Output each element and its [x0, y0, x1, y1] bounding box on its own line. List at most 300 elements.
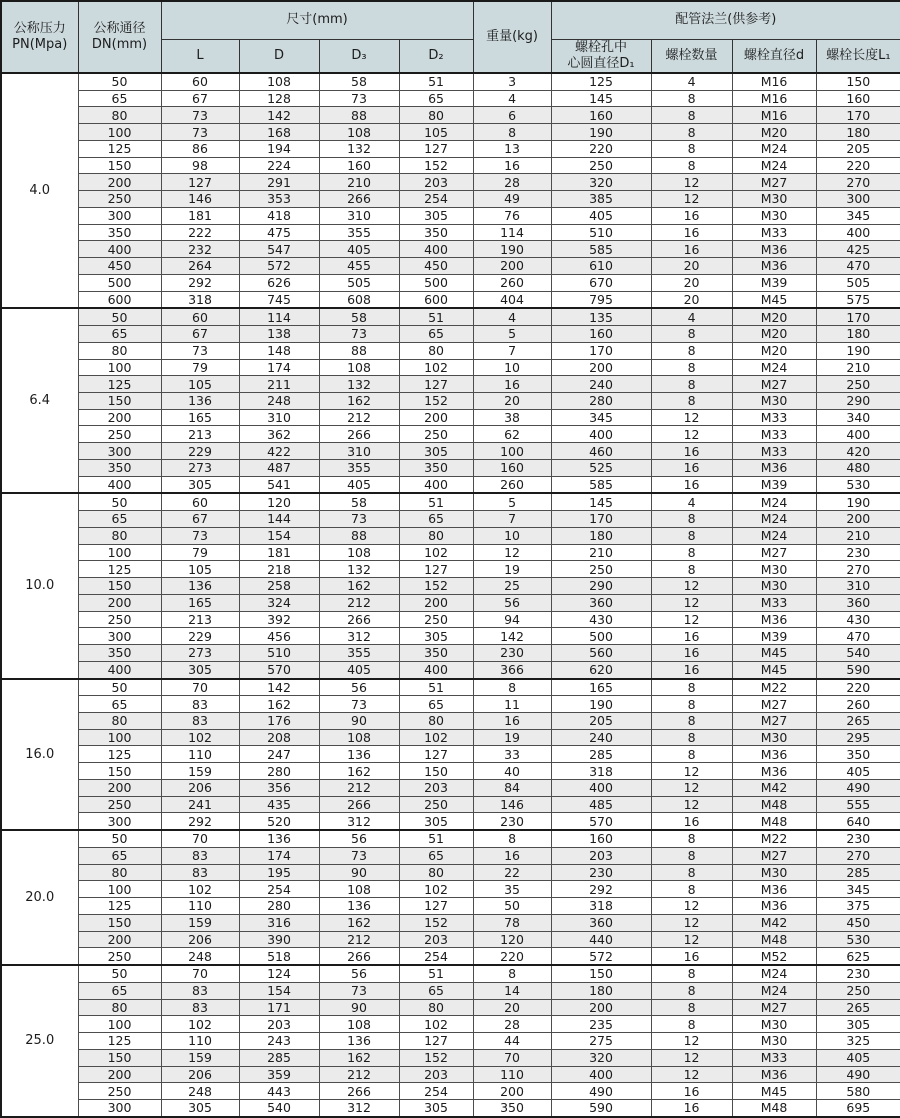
- data-cell: 180: [816, 124, 900, 141]
- data-cell: 136: [161, 393, 239, 410]
- data-cell: 65: [399, 696, 473, 713]
- data-cell: 404: [473, 291, 551, 308]
- data-cell: M20: [732, 124, 816, 141]
- data-cell: 400: [551, 426, 651, 443]
- data-cell: 160: [551, 830, 651, 847]
- data-cell: 78: [473, 914, 551, 931]
- data-cell: 4: [651, 493, 732, 510]
- data-cell: 80: [399, 527, 473, 544]
- data-cell: 530: [816, 931, 900, 948]
- data-cell: 206: [161, 779, 239, 796]
- data-cell: 200: [473, 258, 551, 275]
- data-cell: 49: [473, 191, 551, 208]
- data-cell: 152: [399, 1049, 473, 1066]
- data-cell: 13: [473, 140, 551, 157]
- data-cell: M24: [732, 157, 816, 174]
- data-cell: 203: [399, 1066, 473, 1083]
- data-cell: 248: [161, 1083, 239, 1100]
- data-cell: 250: [78, 611, 161, 628]
- data-cell: M16: [732, 107, 816, 124]
- data-cell: 16: [651, 645, 732, 662]
- data-cell: 455: [319, 258, 399, 275]
- header-col-bolt-circle: [551, 39, 651, 73]
- data-cell: 625: [816, 948, 900, 965]
- data-cell: 470: [816, 628, 900, 645]
- header-col-bolt-qty: 螺栓数量: [651, 39, 732, 73]
- header-col-bolt-circle-line1: 螺栓孔中: [575, 39, 628, 55]
- data-cell: 8: [473, 679, 551, 696]
- table-row: [1, 611, 900, 628]
- data-cell: 203: [551, 847, 651, 864]
- pressure-group-label: 25.0: [1, 965, 78, 1117]
- data-cell: 210: [816, 359, 900, 376]
- data-cell: 80: [78, 713, 161, 730]
- data-cell: 114: [239, 308, 319, 325]
- data-cell: 8: [651, 140, 732, 157]
- data-cell: 102: [161, 1016, 239, 1033]
- data-cell: 28: [473, 1016, 551, 1033]
- table-row: [1, 931, 900, 948]
- data-cell: M27: [732, 544, 816, 561]
- data-cell: 310: [319, 443, 399, 460]
- data-cell: 222: [161, 224, 239, 241]
- data-cell: 240: [551, 376, 651, 393]
- data-cell: 640: [816, 813, 900, 830]
- data-cell: 205: [816, 140, 900, 157]
- data-cell: 305: [161, 476, 239, 493]
- data-cell: 470: [816, 258, 900, 275]
- data-cell: 212: [319, 779, 399, 796]
- data-cell: 518: [239, 948, 319, 965]
- data-cell: 50: [78, 308, 161, 325]
- data-cell: 295: [816, 729, 900, 746]
- data-cell: 180: [816, 326, 900, 343]
- data-cell: 4: [473, 90, 551, 107]
- data-cell: 285: [551, 746, 651, 763]
- data-cell: 305: [399, 628, 473, 645]
- data-cell: 292: [161, 813, 239, 830]
- data-cell: 80: [399, 999, 473, 1016]
- data-cell: 200: [473, 1083, 551, 1100]
- data-cell: 420: [816, 443, 900, 460]
- data-cell: 260: [816, 696, 900, 713]
- data-cell: 212: [319, 1066, 399, 1083]
- data-cell: 128: [239, 90, 319, 107]
- data-cell: 100: [78, 1016, 161, 1033]
- data-cell: 229: [161, 443, 239, 460]
- table-row: [1, 746, 900, 763]
- data-cell: 12: [651, 611, 732, 628]
- table-row: [1, 594, 900, 611]
- data-cell: 58: [319, 308, 399, 325]
- data-cell: 312: [319, 1099, 399, 1117]
- data-cell: 190: [816, 342, 900, 359]
- data-cell: M27: [732, 847, 816, 864]
- table-row: [1, 459, 900, 476]
- table-row: [1, 376, 900, 393]
- data-cell: 136: [239, 830, 319, 847]
- data-cell: 50: [78, 73, 161, 90]
- data-cell: 65: [78, 696, 161, 713]
- data-cell: M30: [732, 393, 816, 410]
- data-cell: 19: [473, 561, 551, 578]
- data-cell: 273: [161, 645, 239, 662]
- data-cell: 275: [551, 1033, 651, 1050]
- data-cell: 500: [399, 274, 473, 291]
- data-cell: 250: [78, 191, 161, 208]
- data-cell: M36: [732, 1066, 816, 1083]
- data-cell: 450: [78, 258, 161, 275]
- data-cell: 203: [399, 931, 473, 948]
- table-row: [1, 779, 900, 796]
- data-cell: 212: [319, 931, 399, 948]
- data-cell: 305: [399, 813, 473, 830]
- data-cell: 585: [551, 476, 651, 493]
- data-cell: 200: [816, 511, 900, 528]
- data-cell: 170: [551, 511, 651, 528]
- data-cell: 620: [551, 661, 651, 678]
- data-cell: 180: [551, 527, 651, 544]
- data-cell: 350: [78, 224, 161, 241]
- data-cell: 345: [551, 409, 651, 426]
- data-cell: 51: [399, 965, 473, 982]
- data-cell: 540: [239, 1099, 319, 1117]
- data-cell: 270: [816, 174, 900, 191]
- data-cell: 7: [473, 511, 551, 528]
- data-cell: 500: [551, 628, 651, 645]
- data-cell: 203: [399, 779, 473, 796]
- data-cell: M36: [732, 241, 816, 258]
- data-cell: 8: [651, 359, 732, 376]
- data-cell: 108: [239, 73, 319, 90]
- data-cell: 28: [473, 174, 551, 191]
- data-cell: 144: [239, 511, 319, 528]
- data-cell: 159: [161, 763, 239, 780]
- data-cell: 90: [319, 713, 399, 730]
- data-cell: 73: [161, 527, 239, 544]
- data-cell: 162: [319, 393, 399, 410]
- table-row: [1, 1066, 900, 1083]
- data-cell: 12: [651, 409, 732, 426]
- data-cell: 254: [399, 1083, 473, 1100]
- data-cell: 305: [161, 661, 239, 678]
- data-cell: 8: [651, 881, 732, 898]
- data-cell: 8: [651, 544, 732, 561]
- data-cell: 58: [319, 493, 399, 510]
- data-cell: 8: [651, 999, 732, 1016]
- data-cell: 235: [551, 1016, 651, 1033]
- data-cell: 16: [473, 157, 551, 174]
- header-flange-group: 配管法兰(供参考): [551, 1, 900, 39]
- table-row: [1, 763, 900, 780]
- data-cell: 83: [161, 982, 239, 999]
- data-cell: M39: [732, 274, 816, 291]
- data-cell: 51: [399, 308, 473, 325]
- table-row: [1, 830, 900, 847]
- pressure-group-label: 4.0: [1, 73, 78, 308]
- data-cell: 110: [161, 1033, 239, 1050]
- data-cell: M27: [732, 174, 816, 191]
- data-cell: 80: [78, 864, 161, 881]
- data-cell: M20: [732, 342, 816, 359]
- data-cell: 350: [399, 459, 473, 476]
- data-cell: 65: [399, 90, 473, 107]
- table-row: [1, 578, 900, 595]
- data-cell: 150: [78, 393, 161, 410]
- data-cell: 65: [78, 511, 161, 528]
- data-cell: M45: [732, 1083, 816, 1100]
- data-cell: 70: [473, 1049, 551, 1066]
- data-cell: M24: [732, 527, 816, 544]
- data-cell: 70: [161, 830, 239, 847]
- data-cell: 400: [78, 241, 161, 258]
- data-cell: 20: [473, 999, 551, 1016]
- data-cell: 100: [473, 443, 551, 460]
- data-cell: 292: [161, 274, 239, 291]
- data-cell: 110: [161, 898, 239, 915]
- data-cell: 8: [651, 864, 732, 881]
- data-cell: 94: [473, 611, 551, 628]
- table-row: [1, 544, 900, 561]
- data-cell: 405: [319, 661, 399, 678]
- data-cell: 230: [816, 965, 900, 982]
- data-cell: 270: [816, 847, 900, 864]
- data-cell: 5: [473, 493, 551, 510]
- data-cell: 80: [78, 527, 161, 544]
- data-cell: 127: [399, 746, 473, 763]
- data-cell: 8: [651, 746, 732, 763]
- data-cell: 73: [319, 326, 399, 343]
- data-cell: 8: [651, 393, 732, 410]
- data-cell: 266: [319, 948, 399, 965]
- data-cell: 73: [319, 982, 399, 999]
- data-cell: 520: [239, 813, 319, 830]
- data-cell: 145: [551, 90, 651, 107]
- data-cell: 190: [473, 241, 551, 258]
- data-cell: 366: [473, 661, 551, 678]
- data-cell: 150: [399, 763, 473, 780]
- data-cell: 400: [78, 476, 161, 493]
- data-cell: 136: [161, 578, 239, 595]
- data-cell: 525: [551, 459, 651, 476]
- data-cell: 385: [551, 191, 651, 208]
- table-row: [1, 326, 900, 343]
- table-row: [1, 864, 900, 881]
- data-cell: 218: [239, 561, 319, 578]
- data-cell: 170: [551, 342, 651, 359]
- data-cell: 125: [78, 376, 161, 393]
- data-cell: 418: [239, 207, 319, 224]
- data-cell: 162: [239, 696, 319, 713]
- header-col-L: L: [161, 39, 239, 73]
- data-cell: 353: [239, 191, 319, 208]
- data-cell: 359: [239, 1066, 319, 1083]
- data-cell: 350: [399, 224, 473, 241]
- data-cell: 460: [551, 443, 651, 460]
- data-cell: M33: [732, 1049, 816, 1066]
- data-cell: M27: [732, 713, 816, 730]
- header-col-bolt-dia: 螺栓直径d: [732, 39, 816, 73]
- data-cell: 12: [651, 898, 732, 915]
- data-cell: 345: [816, 881, 900, 898]
- data-cell: 5: [473, 326, 551, 343]
- data-cell: 318: [551, 763, 651, 780]
- data-cell: 20: [651, 274, 732, 291]
- data-cell: 490: [816, 1066, 900, 1083]
- data-cell: 405: [319, 241, 399, 258]
- data-cell: 355: [319, 224, 399, 241]
- data-cell: 8: [651, 561, 732, 578]
- data-cell: 114: [473, 224, 551, 241]
- data-cell: 159: [161, 1049, 239, 1066]
- data-cell: 50: [78, 830, 161, 847]
- data-cell: 440: [551, 931, 651, 948]
- data-cell: 51: [399, 830, 473, 847]
- data-cell: 212: [319, 594, 399, 611]
- data-cell: 125: [78, 140, 161, 157]
- data-cell: 450: [816, 914, 900, 931]
- data-cell: 62: [473, 426, 551, 443]
- data-cell: 250: [551, 157, 651, 174]
- data-cell: 159: [161, 914, 239, 931]
- table-row: [1, 914, 900, 931]
- data-cell: 51: [399, 493, 473, 510]
- data-cell: 181: [161, 207, 239, 224]
- data-cell: 60: [161, 73, 239, 90]
- data-cell: 127: [399, 898, 473, 915]
- data-cell: 56: [319, 965, 399, 982]
- data-cell: 135: [551, 308, 651, 325]
- data-cell: 400: [816, 224, 900, 241]
- data-cell: 102: [399, 359, 473, 376]
- data-cell: 100: [78, 124, 161, 141]
- data-cell: 555: [816, 796, 900, 813]
- data-cell: M33: [732, 594, 816, 611]
- data-cell: 73: [319, 696, 399, 713]
- data-cell: 285: [816, 864, 900, 881]
- data-cell: 150: [78, 1049, 161, 1066]
- data-cell: 203: [239, 1016, 319, 1033]
- data-cell: M39: [732, 628, 816, 645]
- data-cell: 108: [319, 881, 399, 898]
- table-row: [1, 661, 900, 678]
- data-cell: 73: [161, 342, 239, 359]
- data-cell: M27: [732, 999, 816, 1016]
- table-row: [1, 258, 900, 275]
- data-cell: 350: [816, 746, 900, 763]
- data-cell: M48: [732, 796, 816, 813]
- data-cell: 125: [78, 561, 161, 578]
- data-cell: 230: [473, 813, 551, 830]
- data-cell: 195: [239, 864, 319, 881]
- data-cell: 160: [551, 326, 651, 343]
- table-row: [1, 813, 900, 830]
- table-row: [1, 124, 900, 141]
- data-cell: 16: [651, 241, 732, 258]
- data-cell: 65: [78, 326, 161, 343]
- pressure-group-label: 10.0: [1, 493, 78, 678]
- table-row: [1, 274, 900, 291]
- data-cell: 50: [78, 493, 161, 510]
- data-cell: 80: [399, 342, 473, 359]
- data-cell: 273: [161, 459, 239, 476]
- table-row: [1, 999, 900, 1016]
- header-nominal-pressure-line2: PN(Mpa): [12, 37, 68, 52]
- data-cell: 73: [319, 511, 399, 528]
- data-cell: 102: [161, 729, 239, 746]
- data-cell: 443: [239, 1083, 319, 1100]
- table-row: [1, 729, 900, 746]
- data-cell: 79: [161, 544, 239, 561]
- data-cell: 8: [473, 124, 551, 141]
- data-cell: 88: [319, 107, 399, 124]
- data-cell: 695: [816, 1099, 900, 1117]
- data-cell: 8: [651, 527, 732, 544]
- data-cell: 108: [319, 729, 399, 746]
- data-cell: 132: [319, 561, 399, 578]
- data-cell: 44: [473, 1033, 551, 1050]
- data-cell: 456: [239, 628, 319, 645]
- data-cell: 150: [78, 763, 161, 780]
- data-cell: 65: [399, 982, 473, 999]
- data-cell: 8: [651, 157, 732, 174]
- data-cell: 73: [319, 847, 399, 864]
- data-cell: 300: [78, 628, 161, 645]
- data-cell: 345: [816, 207, 900, 224]
- data-cell: 73: [161, 124, 239, 141]
- header-col-bolt-circle-line2: 心圆直径D₁: [567, 55, 635, 71]
- header-nominal-diameter: [78, 1, 161, 73]
- data-cell: 305: [399, 1099, 473, 1117]
- data-cell: 480: [816, 459, 900, 476]
- data-cell: 100: [78, 544, 161, 561]
- data-cell: 6: [473, 107, 551, 124]
- table-row: [1, 511, 900, 528]
- data-cell: 150: [816, 73, 900, 90]
- data-cell: 200: [399, 594, 473, 611]
- data-cell: 165: [161, 409, 239, 426]
- data-cell: 570: [239, 661, 319, 678]
- data-cell: 292: [551, 881, 651, 898]
- data-cell: 80: [78, 342, 161, 359]
- data-cell: 88: [319, 527, 399, 544]
- data-cell: 8: [651, 1016, 732, 1033]
- data-cell: 8: [651, 376, 732, 393]
- data-cell: 220: [816, 157, 900, 174]
- data-cell: 280: [239, 763, 319, 780]
- data-cell: 300: [78, 207, 161, 224]
- table-row: [1, 90, 900, 107]
- data-cell: 150: [78, 157, 161, 174]
- data-cell: M30: [732, 1033, 816, 1050]
- data-cell: 16: [651, 224, 732, 241]
- data-cell: 16: [651, 813, 732, 830]
- data-cell: 16: [651, 948, 732, 965]
- data-cell: 200: [78, 409, 161, 426]
- data-cell: 500: [78, 274, 161, 291]
- data-cell: 110: [161, 746, 239, 763]
- data-cell: 174: [239, 359, 319, 376]
- data-cell: 10: [473, 527, 551, 544]
- data-cell: M48: [732, 813, 816, 830]
- data-cell: M42: [732, 779, 816, 796]
- table-row: [1, 527, 900, 544]
- data-cell: 73: [319, 90, 399, 107]
- data-cell: 250: [78, 796, 161, 813]
- data-cell: 136: [319, 746, 399, 763]
- data-cell: 120: [473, 931, 551, 948]
- data-cell: 213: [161, 611, 239, 628]
